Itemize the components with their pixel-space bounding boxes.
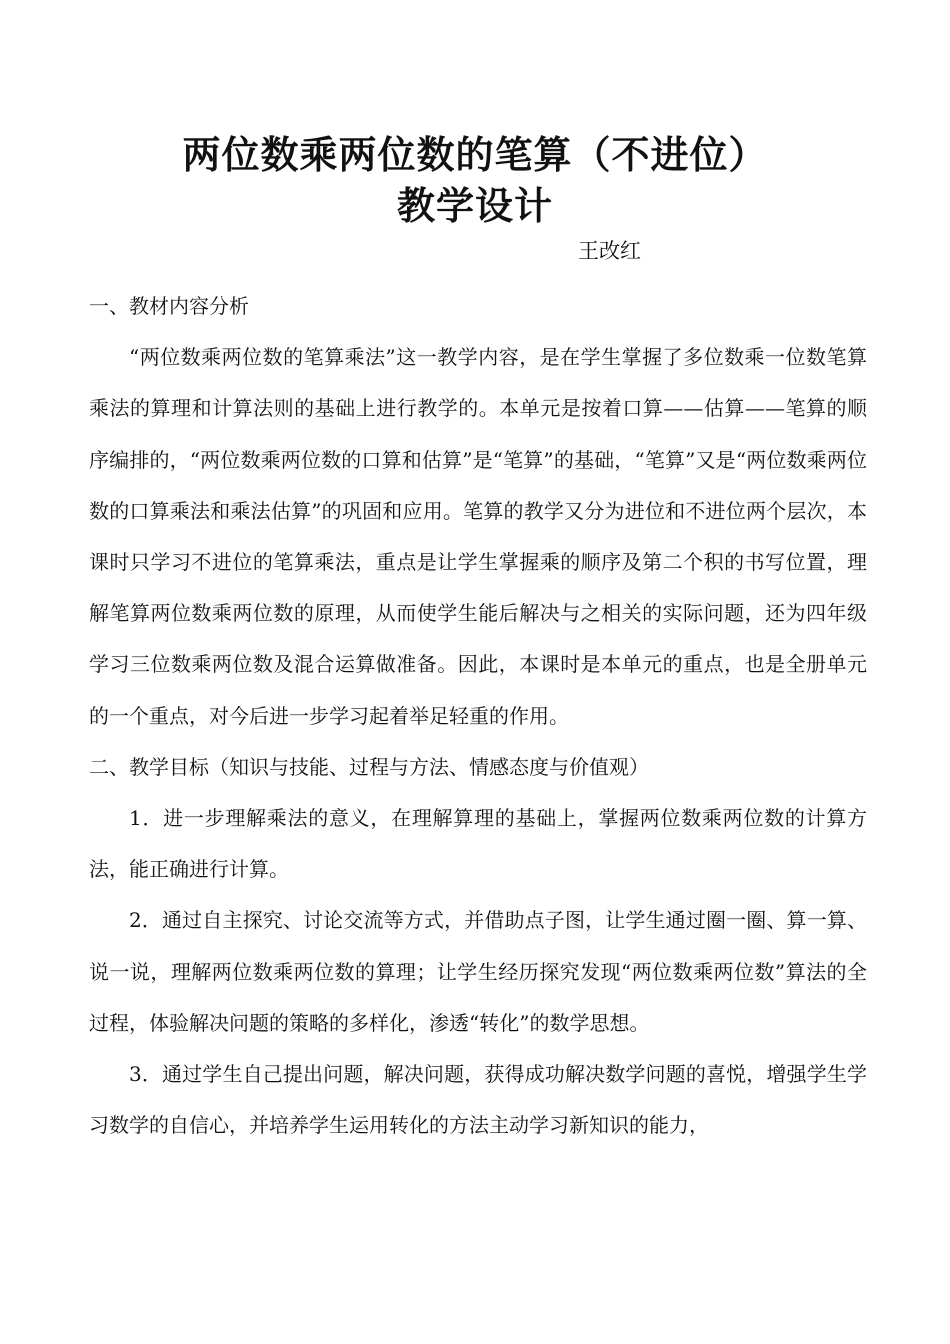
goal-1-paragraph: 1．进一步理解乘法的意义，在理解算理的基础上，掌握两位数乘两位数的计算方法，能正确进行计算。 (89, 806, 867, 882)
goal-2-paragraph: 2．通过自主探究、讨论交流等方式，并借助点子图，让学生通过圈一圈、算一算、说一说，理解两位数乘两位数的算理；让学生经历探究发现“两位数乘两位数”算法的全过程，体验解决问题的策略的多样化，渗透“转化”的数学思想。 (89, 908, 867, 1035)
section-1-paragraph: “两位数乘两位数的笔算乘法”这一教学内容，是在学生掌握了多位数乘一位数笔算乘法的算理和计算法则的基础上进行教学的。本单元是按着口算——估算——笔算的顺序编排的，“两位数乘两位数的口算和估算”是“笔算”的基础，“笔算”又是“两位数乘两位数的口算乘法和乘法估算”的巩固和应用。笔算的教学又分为进位和不进位两个层次，本课时只学习不进位的笔算乘法，重点是让学生掌握乘的顺序及第二个积的书写位置，理解笔算两位数乘两位数的原理，从而使学生能后解决与之相关的实际问题，还为四年级学习三位数乘两位数及混合运算做准备。因此，本课时是本单元的重点，也是全册单元的一个重点，对今后进一步学习起着举足轻重的作用。 (89, 345, 867, 728)
document-title-line-2: 教学设计 (396, 184, 553, 228)
section-1-heading: 一、教材内容分析 (89, 294, 249, 318)
section-2-heading: 二、教学目标（知识与技能、过程与方法、情感态度与价值观） (89, 754, 649, 779)
author-name: 王改红 (578, 239, 641, 263)
document-body (89, 281, 867, 1151)
document-title-line-1: 两位数乘两位数的笔算（不进位） (182, 133, 768, 177)
goal-3-paragraph: 3．通过学生自己提出问题，解决问题，获得成功解决数学问题的喜悦，增强学生学习数学的自信心，并培养学生运用转化的方法主动学习新知识的能力， (89, 1062, 867, 1138)
